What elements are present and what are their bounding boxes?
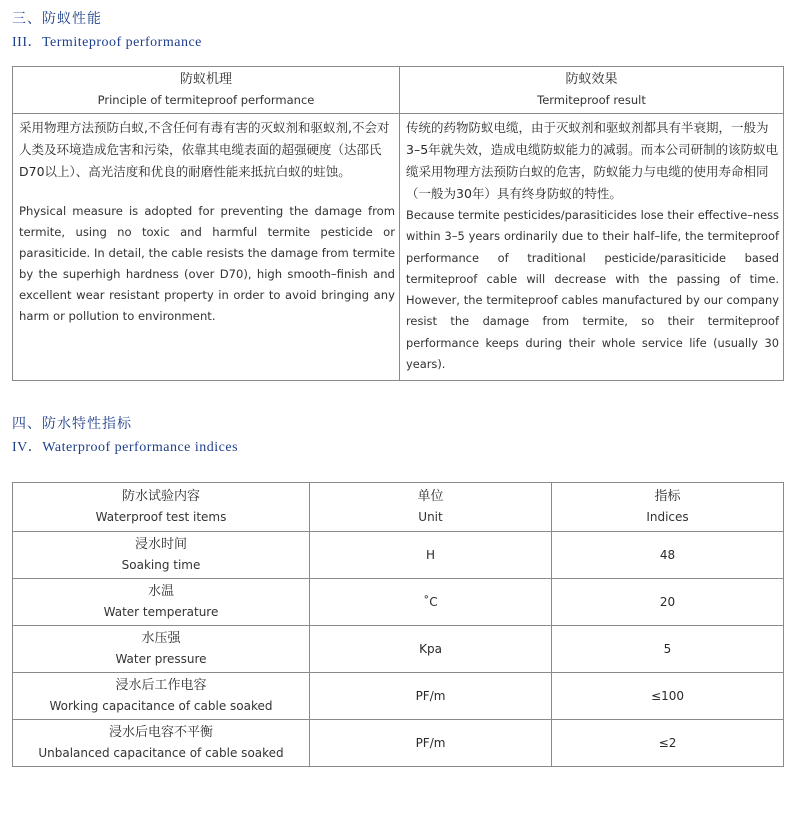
value-cell: ≤100 <box>552 673 784 720</box>
principle-cn-text: 采用物理方法预防白蚁,不含任何有毒有害的灭蚁剂和驱蚁剂,不会对人类及环境造成危害和污染，依靠其电缆表面的超强硬度（达邵氏D70以上）、高光洁度和优良的耐磨性能来抵抗白蚁的蛀蚀。 <box>19 120 390 179</box>
item-en: Water pressure <box>115 652 207 666</box>
col1-header-cn: 防蚁机理 <box>179 72 232 87</box>
table-row <box>13 720 784 767</box>
unit-cell: Kpa <box>310 626 552 673</box>
item-en: Water temperature <box>103 605 219 619</box>
header-test-items <box>13 483 310 532</box>
value-cell: ≤2 <box>552 720 784 767</box>
header-indices <box>552 483 784 532</box>
unit-cell: PF/m <box>310 720 552 767</box>
unit-cell: H <box>310 532 552 579</box>
item-cn: 浸水时间 <box>134 537 187 552</box>
result-cn-text: 传统的药物防蚁电缆，由于灭蚁剂和驱蚁剂都具有半衰期，一般为3–5年就失效，造成电缆防蚁能力的减弱。而本公司研制的该防蚁电缆采用物理方法预防白蚁的危害，防蚁能力与电缆的使用寿命相同（一般为30年）具有终身防蚁的特性。 <box>406 120 779 201</box>
value-cell: 48 <box>552 532 784 579</box>
col2-header-cn: 防蚁效果 <box>565 72 618 87</box>
item-cn: 水温 <box>147 584 174 599</box>
section3-title-en: III．Termiteproof performance <box>12 35 202 50</box>
table-row <box>13 626 784 673</box>
header-cn: 单位 <box>417 489 444 504</box>
section3-title-cn: 三、防蚁性能 <box>12 11 102 27</box>
header-unit <box>310 483 552 532</box>
principle-cell <box>13 114 400 381</box>
termite-table <box>12 66 784 381</box>
item-cell <box>13 626 310 673</box>
header-cn: 防水试验内容 <box>121 489 200 504</box>
item-cell <box>13 673 310 720</box>
table-row <box>13 673 784 720</box>
header-en: Indices <box>646 510 689 524</box>
table-row <box>13 532 784 579</box>
item-cell <box>13 532 310 579</box>
header-en: Waterproof test items <box>95 510 227 524</box>
item-cell <box>13 720 310 767</box>
col1-header-en: Principle of termiteproof performance <box>97 93 315 107</box>
principle-en-text: Physical measure is adopted for preventing the damage from termite, using no toxic and harmful termite pesticide or parasiticide. In detail, the cable resists the damage from termite by the superhigh hardness (over D70), high smooth–finish and excellent wear resistant property in order to avoid bringing any harm or pollution to environment. <box>19 204 395 323</box>
value-cell: 5 <box>552 626 784 673</box>
item-en: Unbalanced capacitance of cable soaked <box>38 746 284 760</box>
result-cell <box>400 114 784 381</box>
termite-table-header-row <box>13 67 784 114</box>
col2-header-en: Termiteproof result <box>537 93 646 107</box>
termite-table-body-row <box>13 114 784 381</box>
header-en: Unit <box>418 510 443 524</box>
waterproof-table <box>12 482 784 767</box>
section4-title-cn: 四、防水特性指标 <box>12 416 132 432</box>
col2-header <box>400 67 784 114</box>
value-cell: 20 <box>552 579 784 626</box>
item-cn: 浸水后电容不平衡 <box>108 725 213 740</box>
section4-title-en: IV．Waterproof performance indices <box>12 440 239 455</box>
waterproof-header-row <box>13 483 784 532</box>
unit-cell: PF/m <box>310 673 552 720</box>
item-cn: 水压强 <box>141 631 181 646</box>
table-row <box>13 579 784 626</box>
col1-header <box>13 67 400 114</box>
item-cell <box>13 579 310 626</box>
item-en: Soaking time <box>121 558 201 572</box>
item-cn: 浸水后工作电容 <box>115 678 207 693</box>
unit-cell: ˚C <box>310 579 552 626</box>
result-en-text: Because termite pesticides/parasiticides lose their effective–ness within 3–5 years ordinarily due to their half–life, the termiteproof performance of traditional pesticide/parasiticide based termiteproof cable will decrease with the passing of time. However, the termiteproof cables manufactured by our company resist the damage from termite, so their termiteproof performance keeps during their whole service life (usually 30 years). <box>406 208 779 372</box>
item-en: Working capacitance of cable soaked <box>49 699 273 713</box>
header-cn: 指标 <box>654 489 681 504</box>
